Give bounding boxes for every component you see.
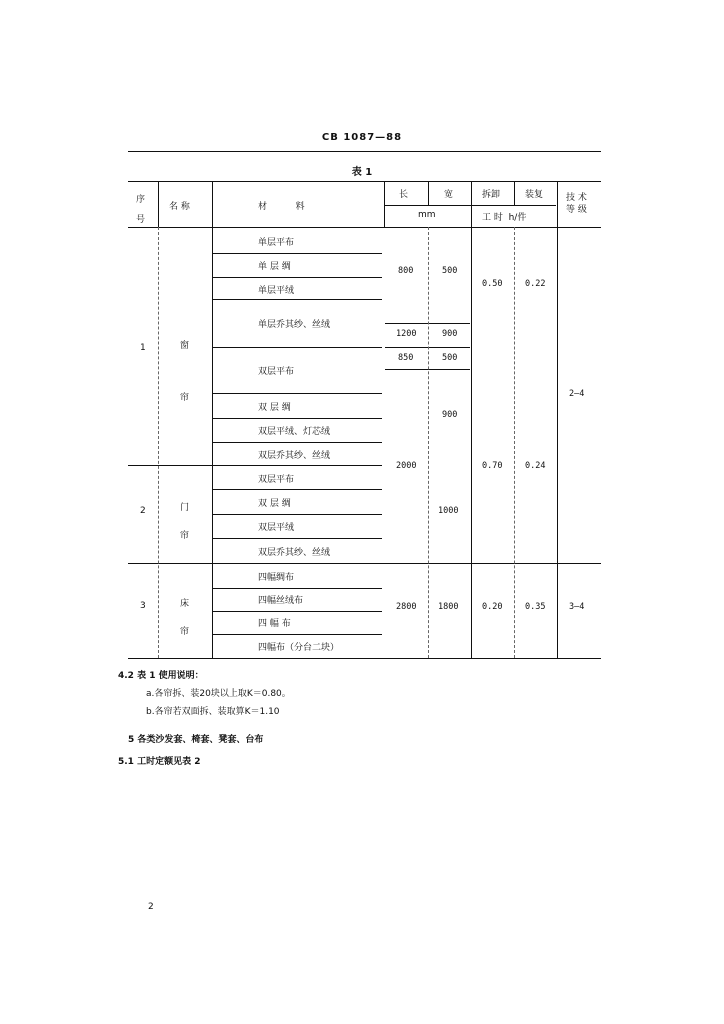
width-cell: 500	[442, 353, 458, 363]
row-rule	[212, 538, 382, 539]
header-material: 材 料	[258, 202, 305, 212]
note-a: a.各帘拆、装20块以上取K＝0.80。	[146, 689, 291, 699]
install-time-cell: 0.24	[525, 461, 546, 471]
group-name: 窗 帘	[180, 341, 190, 403]
material-cell: 双层平绒	[258, 523, 295, 533]
length-cell: 2800	[396, 602, 417, 612]
header-length: 长	[399, 190, 409, 200]
table-bottom-rule	[128, 658, 601, 659]
width-cell: 900	[442, 329, 458, 339]
col-rule	[384, 181, 385, 227]
document-header: CB 1087—88	[321, 132, 403, 143]
row-rule	[212, 588, 382, 589]
length-cell: 2000	[396, 461, 417, 471]
material-cell: 双层平布	[258, 475, 295, 485]
row-rule	[212, 277, 382, 278]
note-b: b.各帘若双面拆、装取算K＝1.10	[146, 707, 280, 717]
section-5-1: 5.1 工时定额见表 2	[118, 757, 201, 767]
header-rule	[128, 151, 601, 152]
col-rule	[514, 227, 515, 658]
group-rule	[128, 563, 601, 564]
install-time-cell: 0.35	[525, 602, 546, 612]
material-cell: 双层乔其纱、丝绒	[258, 548, 331, 558]
material-cell: 双 层 绸	[258, 499, 291, 509]
header-unit-mm: mm	[418, 210, 436, 220]
col-rule	[428, 181, 429, 205]
col-rule	[158, 227, 159, 658]
row-rule	[212, 393, 382, 394]
remove-time-cell: 0.70	[482, 461, 503, 471]
material-cell: 单 层 绸	[258, 262, 291, 272]
header-unit-time: 工 时 h/件	[482, 213, 527, 223]
length-cell: 1200	[396, 329, 417, 339]
header-index: 序号	[136, 195, 146, 225]
header-install: 装复	[525, 190, 544, 200]
material-cell: 双层乔其纱、丝绒	[258, 451, 331, 461]
group-index: 3	[140, 601, 146, 611]
length-cell: 850	[398, 353, 414, 363]
row-rule	[212, 347, 382, 348]
row-rule	[212, 253, 382, 254]
width-cell: 1000	[438, 506, 459, 516]
col-rule	[557, 181, 558, 658]
group-index: 2	[140, 506, 146, 516]
group-name: 床 帘	[180, 599, 190, 637]
row-rule	[212, 299, 382, 300]
width-cell: 500	[442, 266, 458, 276]
remove-time-cell: 0.20	[482, 602, 503, 612]
material-cell: 双 层 绸	[258, 403, 291, 413]
material-cell: 单层平绒	[258, 286, 295, 296]
material-cell: 四 幅 布	[258, 619, 291, 629]
width-cell: 1800	[438, 602, 459, 612]
material-cell: 双层平布	[258, 367, 295, 377]
section-5-heading: 5 各类沙发套、椅套、凳套、台布	[128, 735, 264, 745]
material-cell: 四幅丝绒布	[258, 596, 304, 606]
header-grade: 技 术 等 级	[566, 193, 587, 215]
material-cell: 四幅绸布	[258, 573, 295, 583]
row-rule	[212, 634, 382, 635]
col-rule	[158, 181, 159, 227]
install-time-cell: 0.22	[525, 279, 546, 289]
material-cell: 四幅布（分台二块）	[258, 643, 340, 653]
group-index: 1	[140, 343, 146, 353]
col-rule	[212, 181, 213, 658]
row-rule	[212, 418, 382, 419]
grade-cell: 2—4	[569, 389, 585, 399]
note-4-2: 4.2 表 1 使用说明：	[118, 671, 204, 681]
group-rule	[128, 465, 382, 466]
material-cell: 单层平布	[258, 238, 295, 248]
table-caption: 表 1	[351, 167, 373, 178]
group-name: 门 帘	[180, 503, 190, 541]
row-rule	[212, 442, 382, 443]
page-number: 2	[148, 902, 154, 912]
col-rule	[514, 181, 515, 205]
material-cell: 双层平绒、灯芯绒	[258, 427, 331, 437]
grade-cell: 3—4	[569, 602, 585, 612]
header-name: 名 称	[169, 202, 190, 212]
row-rule	[212, 489, 382, 490]
material-cell: 单层乔其纱、丝绒	[258, 320, 331, 330]
row-rule	[212, 514, 382, 515]
col-rule	[428, 227, 429, 658]
col-rule	[471, 181, 472, 658]
header-bottom-rule	[128, 227, 601, 228]
header-remove: 拆卸	[482, 190, 501, 200]
table-top-rule	[128, 181, 601, 182]
remove-time-cell: 0.50	[482, 279, 503, 289]
header-width: 宽	[444, 190, 454, 200]
row-rule	[212, 611, 382, 612]
width-cell: 900	[442, 410, 458, 420]
length-cell: 800	[398, 266, 414, 276]
